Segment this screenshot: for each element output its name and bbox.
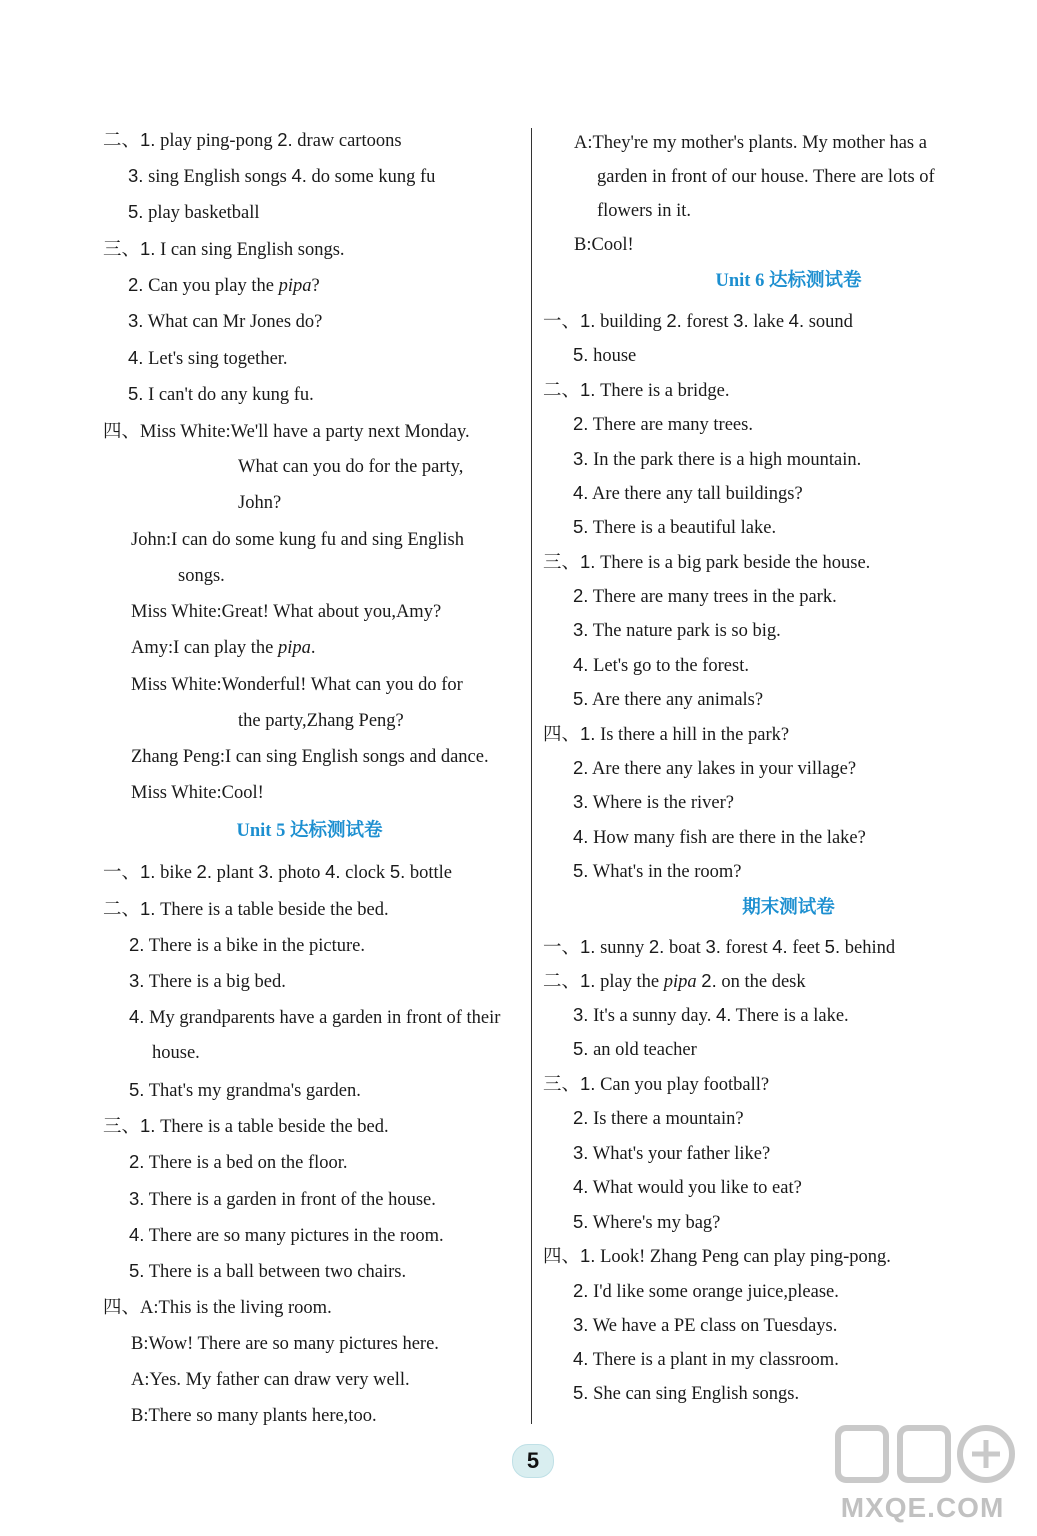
answer-line: 四、Miss White:We'll have a party next Monday. <box>103 420 470 442</box>
answer-line: 5. house <box>573 344 637 366</box>
answer-line: 2. I'd like some orange juice,please. <box>573 1280 839 1302</box>
answer-line: 4. There is a plant in my classroom. <box>573 1348 839 1370</box>
answer-line: Miss White:Great! What about you,Amy? <box>131 602 442 622</box>
column-divider <box>531 128 532 1424</box>
answer-line: 三、1. I can sing English songs. <box>103 238 345 260</box>
watermark-text: MXQE.COM <box>840 1492 1005 1523</box>
answer-line: 二、1. play the pipa 2. on the desk <box>543 970 806 992</box>
answer-line: 5. I can't do any kung fu. <box>128 383 314 405</box>
answer-line: 2. Are there any lakes in your village? <box>573 757 857 779</box>
page-number: 5 <box>512 1444 554 1478</box>
answer-line: 3. sing English songs 4. do some kung fu <box>128 165 436 187</box>
answer-line: 2. There are many trees. <box>573 413 753 435</box>
answer-line: flowers in it. <box>597 201 692 221</box>
answer-line: 三、1. There is a big park beside the house. <box>543 551 871 573</box>
answer-line: 2. Can you play the pipa? <box>128 274 320 296</box>
answer-line: John? <box>238 493 282 513</box>
answer-line: Amy:I can play the pipa. <box>131 638 316 658</box>
answer-line: 四、1. Look! Zhang Peng can play ping-pong. <box>543 1245 891 1267</box>
answer-line: 2. There is a bed on the floor. <box>129 1151 348 1173</box>
answer-line: 二、1. There is a table beside the bed. <box>103 898 389 920</box>
answer-line: garden in front of our house. There are lots of <box>597 167 935 187</box>
answer-line: 5. What's in the room? <box>573 860 742 882</box>
section-heading-unit5: Unit 5 达标测试卷 <box>236 821 383 841</box>
answer-line: 3. The nature park is so big. <box>573 619 781 641</box>
answer-line: 5. Where's my bag? <box>573 1211 721 1233</box>
answer-line: 5. an old teacher <box>573 1038 697 1060</box>
answer-line: 三、1. There is a table beside the bed. <box>103 1115 389 1137</box>
answer-line: 二、1. play ping-pong 2. draw cartoons <box>103 129 402 151</box>
answer-line: 4. How many fish are there in the lake? <box>573 826 866 848</box>
answer-line: 四、1. Is there a hill in the park? <box>543 723 790 745</box>
answer-line: 3. What can Mr Jones do? <box>128 310 323 332</box>
answer-line: the party,Zhang Peng? <box>238 711 404 731</box>
answer-line: B:Wow! There are so many pictures here. <box>131 1334 439 1354</box>
answer-line: 2. There are many trees in the park. <box>573 585 837 607</box>
watermark-logo-icon <box>820 1420 1025 1490</box>
answer-line: 4. My grandparents have a garden in front of their <box>129 1006 501 1028</box>
answer-line: 4. Let's sing together. <box>128 347 288 369</box>
answer-line: 5. She can sing English songs. <box>573 1382 800 1404</box>
answer-line: 3. In the park there is a high mountain. <box>573 448 862 470</box>
answer-line: Zhang Peng:I can sing English songs and dance. <box>131 747 489 767</box>
answer-line: 4. Let's go to the forest. <box>573 654 749 676</box>
answer-line: 三、1. Can you play football? <box>543 1073 770 1095</box>
answer-line: 二、1. There is a bridge. <box>543 379 730 401</box>
answer-line: house. <box>152 1043 200 1063</box>
section-heading-final: 期末测试卷 <box>742 898 835 918</box>
answer-line: What can you do for the party, <box>238 457 464 477</box>
answer-line: 四、A:This is the living room. <box>103 1296 332 1318</box>
answer-line: 一、1. sunny 2. boat 3. forest 4. feet 5. behind <box>543 936 896 958</box>
answer-line: 5. play basketball <box>128 201 260 223</box>
answer-line: 一、1. building 2. forest 3. lake 4. sound <box>543 310 853 332</box>
site-watermark <box>820 1420 1025 1528</box>
answer-line: 3. It's a sunny day. 4. There is a lake. <box>573 1004 849 1026</box>
answer-line: 5. There is a ball between two chairs. <box>129 1260 407 1282</box>
answer-line: A:They're my mother's plants. My mother has a <box>574 133 927 153</box>
answer-line: Miss White:Wonderful! What can you do for <box>131 675 463 695</box>
answer-line: songs. <box>178 566 225 586</box>
answer-line: 4. There are so many pictures in the room. <box>129 1224 444 1246</box>
answer-line: 5. There is a beautiful lake. <box>573 516 777 538</box>
answer-line: B:There so many plants here,too. <box>131 1406 377 1426</box>
answer-line: 3. We have a PE class on Tuesdays. <box>573 1314 838 1336</box>
answer-line: 3. There is a garden in front of the house. <box>129 1188 436 1210</box>
answer-line: John:I can do some kung fu and sing English <box>131 530 464 550</box>
answer-line: 2. There is a bike in the picture. <box>129 934 365 956</box>
answer-line: 4. Are there any tall buildings? <box>573 482 803 504</box>
answer-line: 一、1. bike 2. plant 3. photo 4. clock 5. bottle <box>103 861 453 883</box>
answer-line: Miss White:Cool! <box>131 783 264 803</box>
section-heading-unit6: Unit 6 达标测试卷 <box>715 271 862 291</box>
answer-line: 4. What would you like to eat? <box>573 1176 802 1198</box>
answer-line: 3. What's your father like? <box>573 1142 771 1164</box>
answer-line: 5. Are there any animals? <box>573 688 764 710</box>
answer-line: 2. Is there a mountain? <box>573 1107 744 1129</box>
answer-line: 5. That's my grandma's garden. <box>129 1079 361 1101</box>
answer-line: 3. There is a big bed. <box>129 970 286 992</box>
answer-line: B:Cool! <box>574 235 634 255</box>
answer-line: 3. Where is the river? <box>573 791 734 813</box>
answer-line: A:Yes. My father can draw very well. <box>131 1370 410 1390</box>
